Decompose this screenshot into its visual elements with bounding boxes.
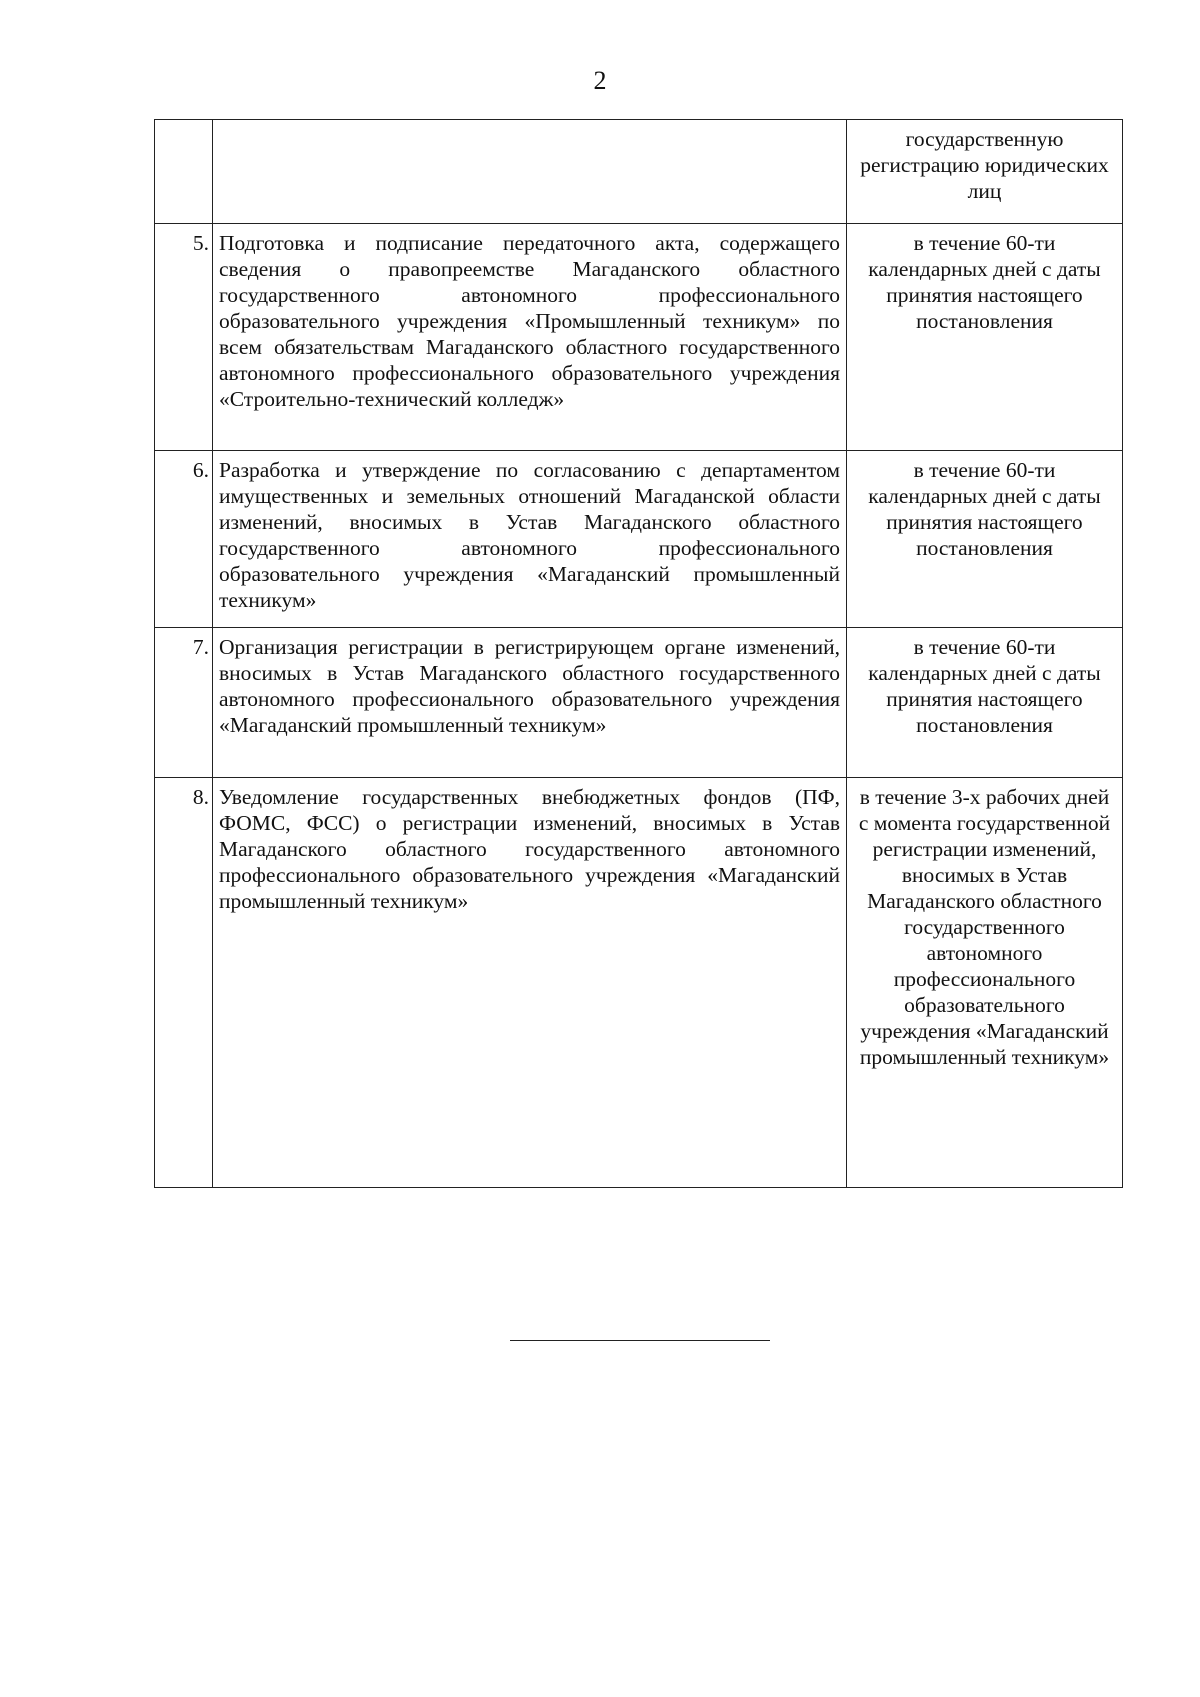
page-number: 2	[593, 66, 607, 95]
row-term: в течение 60-ти календарных дней с даты принятия настоящего постановления	[847, 628, 1123, 778]
table-row	[155, 628, 1123, 778]
row-term: в течение 60-ти календарных дней с даты принятия настоящего постановления	[847, 224, 1123, 451]
row-activity: Подготовка и подписание передаточного акта, содержащего сведения о правопреемстве Магаданского областного государственного автономного профессионального образовательного учреждения «Промышленный техникум» по всем обязательствам Магаданского областного государственного автономного профессионального образовательного учреждения «Строительно-технический колледж»	[213, 224, 847, 451]
row-activity	[213, 120, 847, 224]
row-number: 6.	[155, 451, 213, 628]
table-row	[155, 451, 1123, 628]
row-number: 8.	[155, 778, 213, 1188]
activity-plan-table	[154, 119, 1123, 1188]
table-row	[155, 224, 1123, 451]
row-term: в течение 60-ти календарных дней с даты принятия настоящего постановления	[847, 451, 1123, 628]
row-number: 7.	[155, 628, 213, 778]
row-activity: Уведомление государственных внебюджетных фондов (ПФ, ФОМС, ФСС) о регистрации изменений, вносимых в Устав Магаданского областного государственного автономного профессионального образовательного учреждения «Магаданский промышленный техникум»	[213, 778, 847, 1188]
row-term: в течение 3-х рабочих дней с момента государственной регистрации изменений, вносимых в Устав Магаданского областного государственного автономного профессионального образовательного учреждения «Магаданский промышленный техникум»	[847, 778, 1123, 1188]
end-of-document-rule	[510, 1340, 770, 1341]
row-term: государственную регистрацию юридических лиц	[847, 120, 1123, 224]
row-number: 5.	[155, 224, 213, 451]
row-number	[155, 120, 213, 224]
row-activity: Разработка и утверждение по согласованию с департаментом имущественных и земельных отношений Магаданской области изменений, вносимых в Устав Магаданского областного государственного автономного профессионального образовательного учреждения «Магаданский промышленный техникум»	[213, 451, 847, 628]
table-row	[155, 778, 1123, 1188]
table-row	[155, 120, 1123, 224]
row-activity: Организация регистрации в регистрирующем органе изменений, вносимых в Устав Магаданского областного государственного автономного профессионального образовательного учреждения «Магаданский промышленный техникум»	[213, 628, 847, 778]
